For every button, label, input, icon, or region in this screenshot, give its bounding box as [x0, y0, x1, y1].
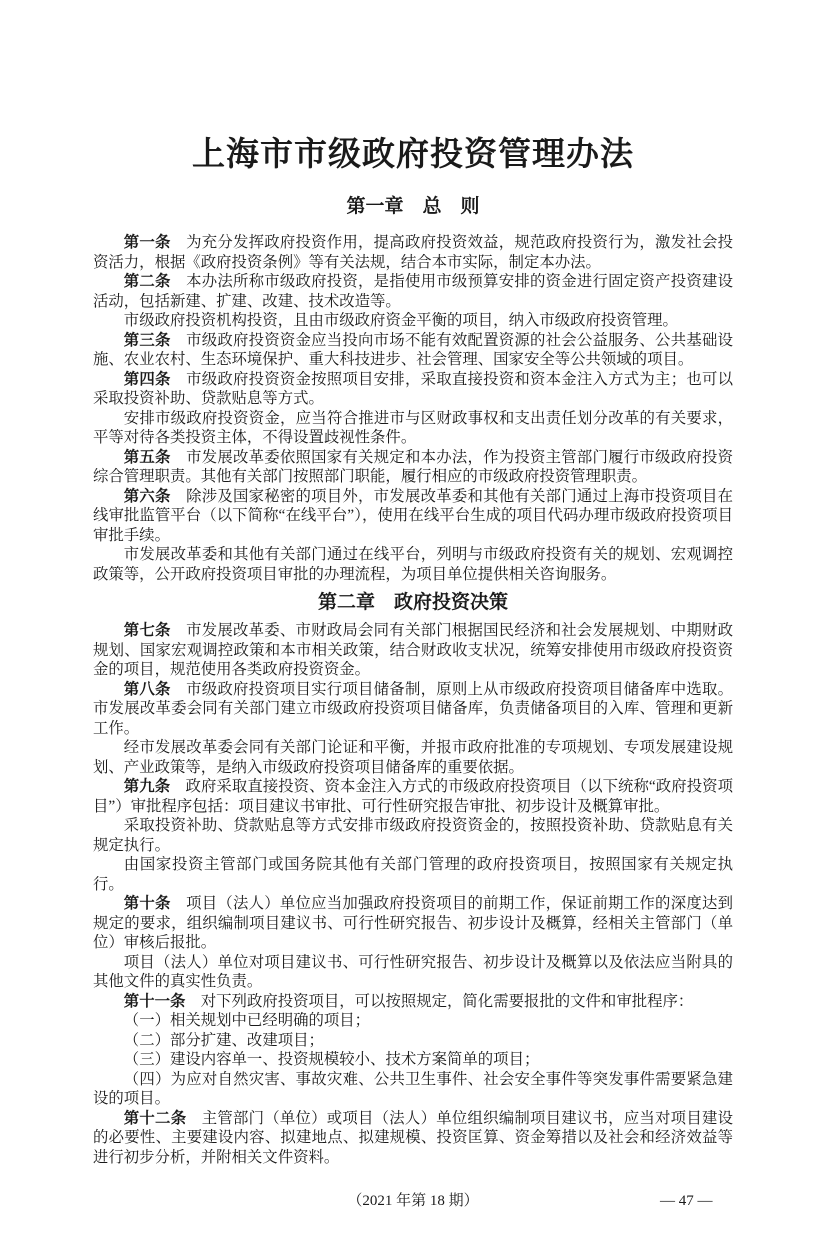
- article-paragraph: [93, 1109, 733, 1168]
- article-label: 第一条: [123, 234, 171, 251]
- paragraph-text: （二）部分扩建、改建项目；: [123, 1031, 324, 1049]
- document-title: 上海市市级政府投资管理办法: [192, 137, 634, 173]
- article-paragraph: [93, 894, 733, 953]
- article-label: 第二条: [123, 273, 171, 290]
- article-paragraph: [93, 370, 733, 409]
- article-paragraph: [93, 272, 733, 311]
- issue-number: （2021 年第 18 期）: [347, 1193, 479, 1209]
- paragraph-text: 项目（法人）单位应当加强政府投资项目的前期工作，保证前期工作的深度达到规定的要求，组织编制项目建议书、可行性研究报告、初步设计及概算，经相关主管部门（单位）审核后报批。: [93, 895, 733, 951]
- article-paragraph: [93, 777, 733, 816]
- paragraph-text: 采取投资补助、贷款贴息等方式安排市级政府投资资金的，按照投资补助、贷款贴息有关规定执行。: [93, 817, 733, 854]
- article-label: 第八条: [123, 680, 171, 698]
- paragraph-text: 市级政府投资资金按照项目安排，采取直接投资和资本金注入方式为主；也可以采取投资补助、贷款贴息等方式。: [93, 370, 733, 407]
- paragraph: [93, 1070, 733, 1109]
- article-paragraph: [93, 331, 733, 370]
- page-number: — 47 —: [660, 1193, 713, 1209]
- paragraph: [93, 816, 733, 855]
- chapter-1-heading: 第一章 总 则: [346, 196, 480, 217]
- article-label: 第六条: [123, 487, 171, 505]
- article-paragraph: [93, 680, 733, 739]
- paragraph-text: 市发展改革委、市财政局会同有关部门根据国民经济和社会发展规划、中期财政规划、国家宏观调控政策和本市相关政策，结合财政收支状况，统筹安排使用市级政府投资资金的项目，规范使用各类政府投资资金。: [93, 622, 733, 678]
- paragraph-text: 除涉及国家秘密的项目外，市发展改革委和其他有关部门通过上海市投资项目在线审批监管平台（以下简称“在线平台”），使用在线平台生成的项目代码办理市级政府投资项目审批手续。: [93, 487, 733, 544]
- paragraph-text: 经市发展改革委会同有关部门论证和平衡，并报市政府批准的专项规划、专项发展建设规划、产业政策等，是纳入市级政府投资项目储备库的重要依据。: [93, 739, 733, 776]
- paragraph-text: 市发展改革委依照国家有关规定和本办法，作为投资主管部门履行市级政府投资综合管理职责。其他有关部门按照部门职能，履行相应的市级政府投资管理职责。: [93, 448, 733, 485]
- article-label: 第五条: [123, 448, 171, 466]
- paragraph-text: （四）为应对自然灾害、事故灾难、公共卫生事件、社会安全事件等突发事件需要紧急建设的项目。: [93, 1070, 733, 1107]
- paragraph: [93, 311, 733, 331]
- paragraph-text: 为充分发挥政府投资作用，提高政府投资效益，规范政府投资行为，激发社会投资活力，根据《政府投资条例》等有关法规，结合本市实际，制定本办法。: [93, 234, 733, 271]
- paragraph: [93, 1011, 733, 1031]
- paragraph-text: （三）建设内容单一、投资规模较小、技术方案简单的项目；: [123, 1051, 540, 1068]
- paragraph-text: （一）相关规划中已经明确的项目；: [123, 1012, 371, 1029]
- article-label: 第十一条: [123, 992, 186, 1010]
- paragraph: [93, 855, 733, 894]
- chapter-1-body: [93, 233, 733, 584]
- paragraph-text: 对下列政府投资项目，可以按照规定，简化需要报批的文件和审批程序：: [200, 992, 694, 1010]
- page-footer: [0, 1189, 827, 1253]
- paragraph-text: 本办法所称市级政府投资，是指使用市级预算安排的资金进行固定资产投资建设活动，包括新建、扩建、改建、技术改造等。: [93, 273, 733, 310]
- article-label: 第九条: [123, 778, 171, 795]
- article-label: 第四条: [123, 370, 171, 388]
- paragraph: [93, 953, 733, 992]
- article-label: 第十二条: [123, 1109, 187, 1127]
- paragraph-text: 政府采取直接投资、资本金注入方式的市级政府投资项目（以下统称“政府投资项目”）审批程序包括：项目建议书审批、可行性研究报告审批、初步设计及概算审批。: [93, 778, 733, 815]
- article-label: 第十条: [123, 895, 171, 912]
- article-paragraph: [93, 621, 733, 680]
- article-paragraph: [93, 487, 733, 546]
- paragraph: [93, 545, 733, 584]
- paragraph-text: 市发展改革委和其他有关部门通过在线平台，列明与市级政府投资有关的规划、宏观调控政策等，公开政府投资项目审批的办理流程，为项目单位提供相关咨询服务。: [93, 546, 733, 583]
- chapter-2-body: [93, 621, 733, 1167]
- paragraph-text: 安排市级政府投资资金，应当符合推进市与区财政事权和支出责任划分改革的有关要求，平等对待各类投资主体，不得设置歧视性条件。: [93, 409, 733, 446]
- paragraph-text: 主管部门（单位）或项目（法人）单位组织编制项目建议书，应当对项目建设的必要性、主要建设内容、拟建地点、拟建规模、投资匡算、资金筹措以及社会和经济效益等进行初步分析，并附相关文件资料。: [93, 1109, 733, 1166]
- article-paragraph: [93, 448, 733, 487]
- paragraph: [93, 409, 733, 448]
- paragraph-text: 市级政府投资资金应当投向市场不能有效配置资源的社会公益服务、公共基础设施、农业农村、生态环境保护、重大科技进步、社会管理、国家安全等公共领域的项目。: [93, 331, 733, 368]
- paragraph-text: 由国家投资主管部门或国务院其他有关部门管理的政府投资项目，按照国家有关规定执行。: [93, 856, 733, 893]
- paragraph: [93, 1050, 733, 1070]
- paragraph: [93, 1031, 733, 1051]
- paragraph: [93, 738, 733, 777]
- paragraph-text: 项目（法人）单位对项目建议书、可行性研究报告、初步设计及概算以及依法应当附具的其他文件的真实性负责。: [93, 953, 733, 990]
- article-paragraph: [93, 233, 733, 272]
- article-paragraph: [93, 992, 733, 1012]
- document-body: [93, 0, 733, 1167]
- article-label: 第三条: [123, 331, 171, 349]
- paragraph-text: 市级政府投资机构投资，且由市级政府资金平衡的项目，纳入市级政府投资管理。: [123, 312, 678, 329]
- chapter-2-heading: 第二章 政府投资决策: [317, 592, 508, 613]
- paragraph-text: 市级政府投资项目实行项目储备制，原则上从市级政府投资项目储备库中选取。市发展改革委会同有关部门建立市级政府投资项目储备库，负责储备项目的入库、管理和更新工作。: [93, 680, 733, 737]
- article-label: 第七条: [123, 622, 171, 639]
